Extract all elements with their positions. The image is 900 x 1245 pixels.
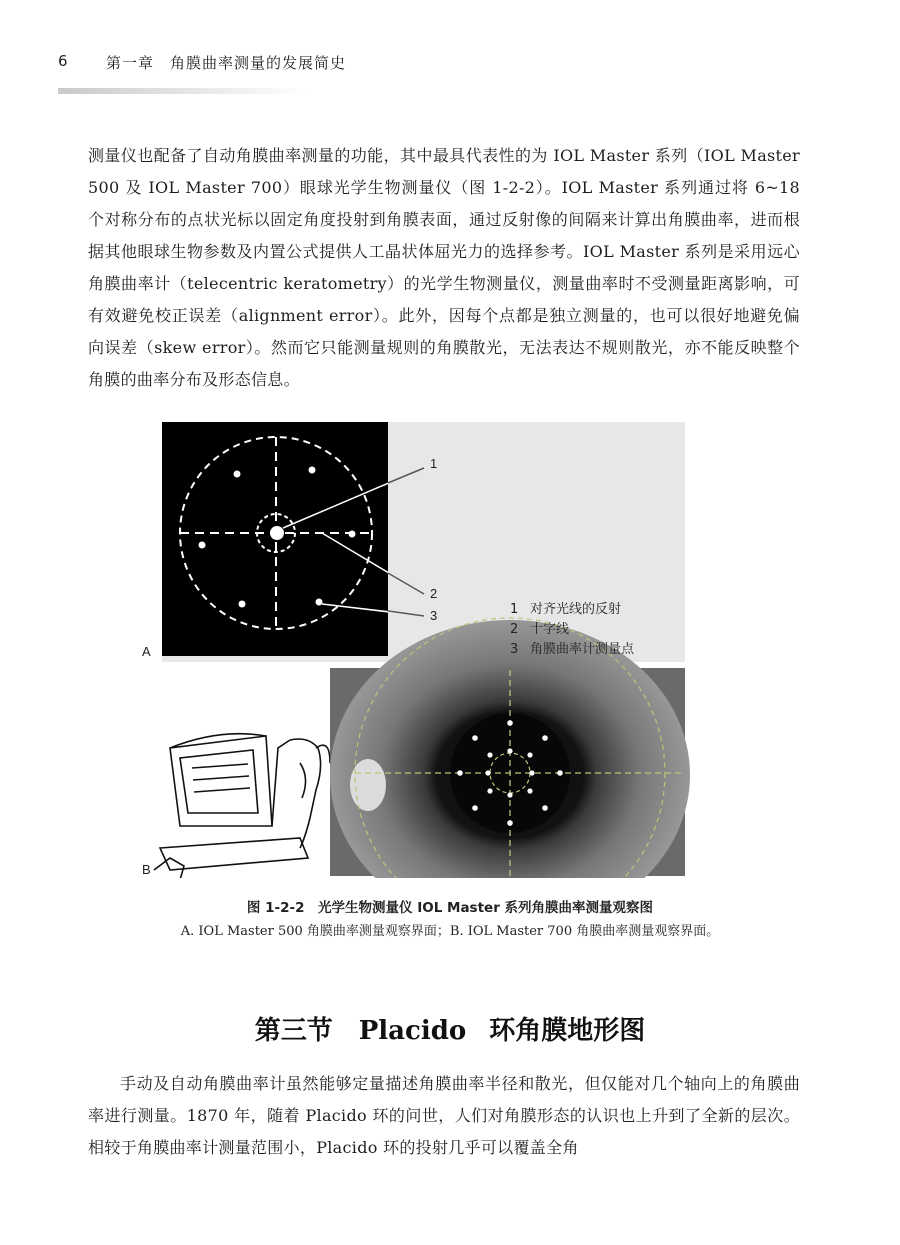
measurement-dot xyxy=(239,601,246,608)
legend-item: 1 对齐光线的反射 xyxy=(510,602,622,617)
measurement-dot xyxy=(199,542,206,549)
figure-caption-title: 图 1-2-2 光学生物测量仪 IOL Master 系列角膜曲率测量观察图 xyxy=(246,900,654,916)
figure-legend xyxy=(510,598,634,658)
section-heading: 第三节 Placido 环角膜地形图 xyxy=(254,1016,646,1046)
figure-1-2-2 xyxy=(140,418,695,878)
page-number: 6 xyxy=(58,52,68,70)
measurement-dot xyxy=(316,599,323,606)
body-paragraph-2: 手动及自动角膜曲率计虽然能够定量描述角膜曲率半径和散光，但仅能对几个轴向上的角膜曲率进行测量。1870 年，随着 Placido 环的问世，人们对角膜形态的认识也上升到了全新的层次。相较于角膜曲率计测量范围小，Placido 环的投射几乎可以覆盖全角 xyxy=(88,1074,800,1157)
measurement-dot xyxy=(309,467,316,474)
legend-item: 2 十字线 xyxy=(510,622,570,637)
measurement-dot xyxy=(234,471,241,478)
panel-b-label: B xyxy=(142,862,151,877)
alignment-reflection xyxy=(270,526,284,540)
callout-number-1: 1 xyxy=(430,456,438,471)
figure-caption-detail: A. IOL Master 500 角膜曲率测量观察界面；B. IOL Master 700 角膜曲率测量观察界面。 xyxy=(180,924,720,939)
chapter-title: 第一章 角膜曲率测量的发展简史 xyxy=(106,54,347,72)
header-rule xyxy=(58,88,308,94)
legend-item: 3 角膜曲率计测量点 xyxy=(510,642,635,657)
running-header xyxy=(58,52,848,76)
specular-highlight xyxy=(350,759,386,811)
instrument-sketch xyxy=(154,734,330,878)
callout-number-2: 2 xyxy=(430,586,438,601)
callout-number-3: 3 xyxy=(430,608,438,623)
measurement-dot xyxy=(349,531,356,538)
body-paragraph-1: 测量仪也配备了自动角膜曲率测量的功能，其中最具代表性的为 IOL Master 系列（IOL Master 500 及 IOL Master 700）眼球光学生物测量仪（图 1-2-2）。IOL Master 系列通过将 6~18 个对称分布的点状光标以固定角度投射到角膜表面，通过反射像的间隔来计算出角膜曲率，进而根据其他眼球生物参数及内置公式提供人工晶状体屈光力的选择参考。IOL Master 系列是采用远心角膜曲率计（telecentric keratometry）的光学生物测量仪，测量曲率时不受测量距离影响，可有效避免校正误差（alignment error）。此外，因每个点都是独立测量的，也可以很好地避免偏向误差（skew error）。然而它只能测量规则的角膜散光，无法表达不规则散光，亦不能反映整个角膜的曲率分布及形态信息。 xyxy=(88,146,800,389)
panel-a-label: A xyxy=(142,644,151,659)
